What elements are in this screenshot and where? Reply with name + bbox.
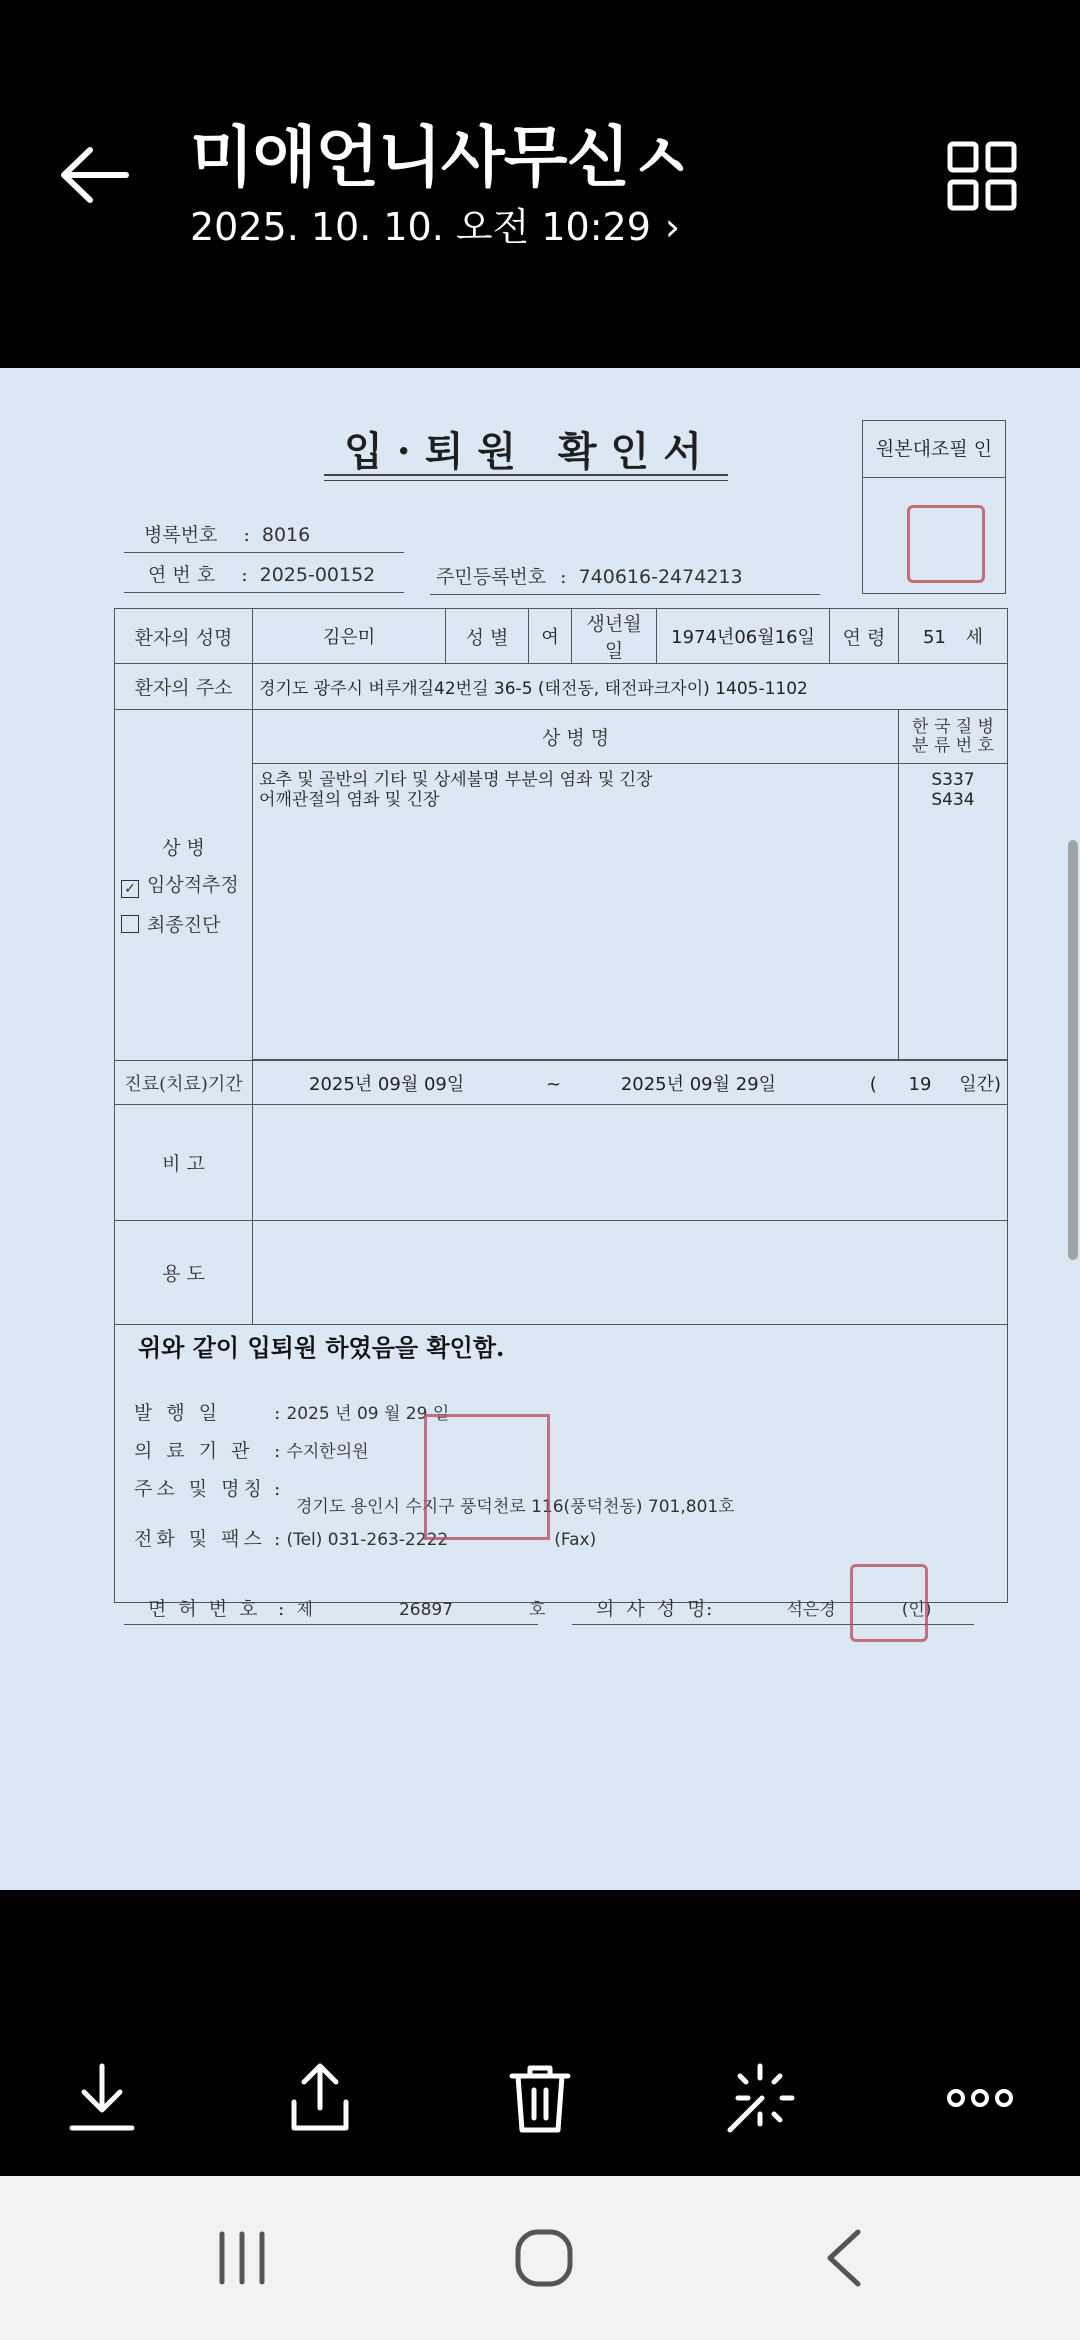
license-underline: [124, 1624, 538, 1625]
title-underline-2: [324, 480, 728, 481]
name-value: 김은미: [253, 609, 446, 664]
disease-name-header: 상 병 명: [253, 710, 899, 764]
edit-button[interactable]: [720, 2058, 800, 2138]
chevron-right-icon: ›: [664, 205, 681, 249]
nav-back-icon: [806, 2224, 886, 2292]
tel-row: 전화 및 팩스 : (Tel) 031-263-2222 (Fax): [134, 1524, 596, 1551]
trash-icon: [500, 2058, 580, 2138]
title-underline: [324, 474, 728, 476]
doctor-seal: [850, 1564, 928, 1642]
license-label: 면 허 번 호: [148, 1598, 261, 1620]
seal-mark: (인): [901, 1600, 932, 1620]
rrn-row: 주민등록번호 : 740616-2474213: [436, 566, 743, 588]
diagnosis-1-name: 요추 및 골반의 기타 및 상세불명 부분의 염좌 및 긴장: [259, 770, 653, 790]
photo-datetime[interactable]: [190, 196, 680, 251]
clinic-seal: [424, 1414, 550, 1540]
system-back-button[interactable]: [806, 2224, 886, 2292]
period-days-close: 일간): [959, 1073, 1001, 1095]
scroll-indicator[interactable]: [1068, 840, 1078, 1260]
diagnosis-1-code: S337: [931, 770, 975, 790]
dob-label: 생년월일: [572, 609, 657, 664]
record-number-row: 병록번호 : 8016: [144, 524, 311, 546]
issue-date-value: 2025 년 09 월 29 일: [286, 1404, 450, 1424]
inst-address-row: 주소 및 명칭 :: [134, 1474, 280, 1501]
photo-datetime-text: 2025. 10. 10. 오전 10:29: [190, 205, 651, 249]
license-suffix: 호: [529, 1600, 546, 1620]
period-cell: [253, 1061, 1008, 1105]
period-days: 19: [908, 1073, 932, 1095]
fax-value: (Fax): [554, 1530, 597, 1550]
app-header: [0, 0, 1080, 368]
magic-edit-icon: [720, 2058, 800, 2138]
license-row: 면 허 번 호 : 제 26897 호: [148, 1594, 546, 1621]
unchecked-box-icon: [121, 915, 139, 933]
address-label: 환자의 주소: [115, 664, 253, 710]
rrn-value: 740616-2474213: [578, 566, 743, 588]
disease-label: 상 병: [162, 837, 205, 859]
sex-label: 성 별: [446, 609, 529, 664]
institution-label: 의 료 기 관: [134, 1440, 254, 1462]
tel-value: (Tel) 031-263-2222: [286, 1530, 449, 1550]
serial-number-underline: [124, 592, 404, 593]
rrn-label: 주민등록번호: [436, 566, 547, 588]
recents-icon: [202, 2224, 282, 2292]
diagnosis-list: [253, 764, 899, 1060]
verification-seal: [907, 505, 985, 583]
inst-address-label: 주소 및 명칭: [134, 1478, 266, 1500]
confirmation-statement: 위와 같이 입퇴원 하였음을 확인함.: [138, 1333, 505, 1362]
back-button[interactable]: [56, 140, 136, 210]
record-number-underline: [124, 552, 404, 553]
clinical-estimate-option: ✓ 임상적추정: [121, 870, 246, 898]
diagnosis-2-name: 어깨관절의 염좌 및 긴장: [259, 790, 440, 810]
period-end: 2025년 09월 29일: [620, 1073, 777, 1095]
serial-number-label: 연 번 호: [148, 564, 216, 586]
original-verified-box: [862, 420, 1006, 594]
final-diagnosis-option: 최종진단: [121, 910, 246, 937]
record-number-label: 병록번호: [144, 524, 218, 546]
rrn-underline: [430, 594, 820, 595]
age-label: 연 령: [830, 609, 899, 664]
period-label: 진료(치료)기간: [115, 1061, 253, 1105]
kcd-code-header: 한 국 질 병 분 류 번 호: [899, 710, 1008, 764]
remark-value: [253, 1105, 1008, 1221]
more-icon: [940, 2058, 1020, 2138]
serial-number-value: 2025-00152: [259, 564, 376, 586]
period-start: 2025년 09월 09일: [309, 1073, 465, 1095]
recents-button[interactable]: [202, 2224, 282, 2292]
institution-row: 의 료 기 관 : 수지한의원: [134, 1436, 369, 1463]
home-icon: [504, 2224, 584, 2292]
purpose-value: [253, 1221, 1008, 1325]
period-days-open: (: [869, 1073, 877, 1095]
document-title: 입·퇴원 확인서: [344, 428, 716, 475]
share-icon: [280, 2058, 360, 2138]
checked-box-icon: ✓: [121, 880, 139, 898]
issue-date-label: 발 행 일: [134, 1402, 222, 1424]
tel-label: 전화 및 팩스: [134, 1528, 266, 1550]
period-separator: ~: [545, 1073, 562, 1095]
address-value: 경기도 광주시 벼루개길42번길 36-5 (태전동, 태전파크자이) 1405-1102: [253, 664, 1008, 710]
certificate-document: [0, 368, 1080, 1890]
album-title: 미애언니사무신ㅅ: [190, 119, 693, 196]
age-unit: 세: [965, 627, 984, 648]
remark-label: 비 고: [115, 1105, 253, 1221]
share-button[interactable]: [280, 2058, 360, 2138]
purpose-label: 용 도: [115, 1221, 253, 1325]
disease-label-cell: [115, 710, 253, 1061]
serial-number-row: 연 번 호 : 2025-00152: [148, 564, 376, 586]
diagnosis-codes: [899, 764, 1008, 1060]
patient-info-table: [114, 608, 1008, 1325]
age-value: 51: [922, 627, 946, 648]
original-verified-label: 원본대조필 인: [863, 421, 1005, 478]
grid-view-icon: [946, 140, 1018, 212]
doctor-row: 의 사 성 명: 석은경 (인): [596, 1594, 931, 1621]
name-label: 환자의 성명: [115, 609, 253, 664]
delete-button[interactable]: [500, 2058, 580, 2138]
sex-value: 여: [529, 609, 572, 664]
grid-view-button[interactable]: [946, 140, 1018, 212]
license-prefix: 제: [296, 1600, 313, 1620]
home-button[interactable]: [504, 2224, 584, 2292]
more-options-button[interactable]: [940, 2058, 1020, 2138]
photo-viewer[interactable]: [0, 368, 1080, 1890]
license-number: 26897: [398, 1600, 454, 1620]
issue-date-row: 발 행 일 : 2025 년 09 월 29 일: [134, 1398, 449, 1425]
age-cell: [899, 609, 1008, 664]
inst-address-value: 경기도 용인시 수지구 풍덕천로 116(풍덕천동) 701,801호: [296, 1497, 735, 1517]
diagnosis-2-code: S434: [931, 790, 975, 810]
download-button[interactable]: [62, 2058, 142, 2138]
record-number-value: 8016: [261, 524, 311, 546]
doctor-name: 석은경: [786, 1600, 836, 1620]
dob-value: 1974년06월16일: [657, 609, 830, 664]
arrow-left-icon: [56, 140, 136, 210]
doctor-label: 의 사 성 명: [596, 1598, 709, 1620]
institution-value: 수지한의원: [286, 1442, 369, 1462]
download-icon: [62, 2058, 142, 2138]
